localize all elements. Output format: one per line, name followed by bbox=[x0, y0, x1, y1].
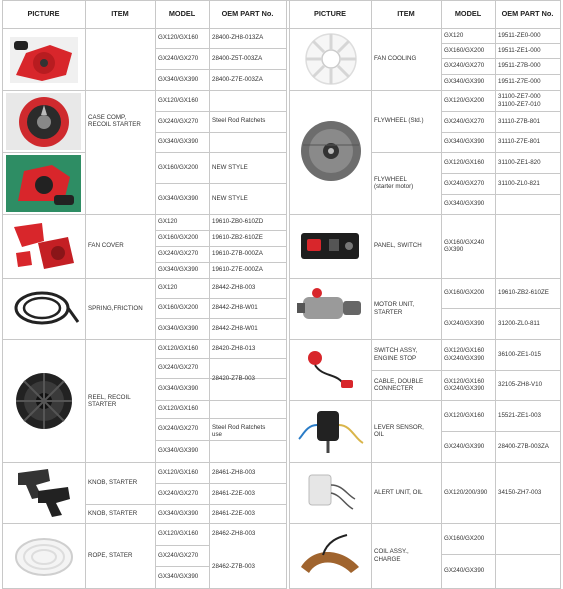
item-coil-assy-charge: COIL ASSY., CHARGE bbox=[374, 548, 409, 563]
model-cell: GX240/GX270 bbox=[158, 250, 199, 258]
model-cell: GX120 bbox=[444, 31, 464, 39]
item-fan-cover: FAN COVER bbox=[88, 242, 124, 250]
header-oem-right: OEM PART No. bbox=[501, 8, 554, 18]
part-cell: 28400-ZH8-013ZA bbox=[212, 34, 264, 42]
part-cell: 19610-ZB2-610ZE bbox=[498, 289, 549, 297]
header-picture-left: PICTURE bbox=[27, 8, 60, 18]
model-cell: GX120/GX200 bbox=[444, 96, 485, 104]
part-cell: 15521-ZE1-003 bbox=[498, 411, 541, 419]
item-case-comp-recoil-starter: CASE COMP, RECOIL STARTER bbox=[88, 113, 141, 128]
model-cell: GX120/GX160 bbox=[444, 411, 485, 419]
model-cell: GX340/GX390 bbox=[158, 447, 199, 455]
part-cell: 34150-ZH7-003 bbox=[498, 488, 542, 496]
item-switch-assy-engine-stop: SWITCH ASSY, ENGINE STOP bbox=[374, 347, 418, 362]
model-cell: GX240/GX390 bbox=[444, 442, 485, 450]
item-spring-friction: SPRING,FRICTION bbox=[88, 304, 143, 312]
part-cell: 31100-ZL0-821 bbox=[498, 179, 540, 187]
part-cell: 28420-ZH8-013 bbox=[212, 344, 256, 352]
part-cell: 28461-ZH8-003 bbox=[212, 468, 256, 476]
part-cell: 19610-Z7E-000ZA bbox=[212, 266, 263, 274]
model-cell: GX240/GX390 bbox=[444, 319, 485, 327]
part-cell: NEW STYLE bbox=[212, 163, 248, 171]
item-flywheel-starter-motor: FLYWHEEL (starter motor) bbox=[374, 175, 414, 190]
model-cell: GX120/GX160 GX240/GX390 bbox=[444, 377, 485, 392]
model-cell: GX120/200/390 bbox=[444, 488, 488, 496]
header-item-left: ITEM bbox=[111, 8, 129, 18]
part-cell: 19511-ZE1-000 bbox=[498, 46, 541, 54]
flywheel-icon bbox=[293, 93, 368, 211]
model-cell: GX340/GX390 bbox=[158, 573, 199, 581]
model-cell: GX340/GX390 bbox=[158, 266, 199, 274]
model-cell: GX340/GX390 bbox=[158, 509, 199, 517]
part-cell: 28442-ZH8-003 bbox=[212, 284, 256, 292]
model-cell: GX240/GX270 bbox=[444, 117, 485, 125]
part-cell: 28442-ZH8-W01 bbox=[212, 324, 258, 332]
item-panel-switch: PANEL, SWITCH bbox=[374, 242, 422, 250]
oil-sensor-icon bbox=[293, 403, 368, 459]
part-cell: 28420-Z7B-003 bbox=[212, 375, 255, 383]
model-cell: GX340/GX390 bbox=[444, 138, 485, 146]
item-knob-starter: KNOB, STARTER bbox=[88, 479, 138, 487]
header-model-right: MODEL bbox=[454, 8, 482, 18]
starter-knob-icon bbox=[8, 465, 80, 520]
part-cell: NEW STYLE bbox=[212, 194, 248, 202]
model-cell: GX120/GX160 bbox=[158, 405, 199, 413]
part-cell: 19610-Z7B-000ZA bbox=[212, 250, 263, 258]
item-fan-cooling: FAN COOLING bbox=[374, 55, 417, 63]
part-cell: 19610-ZB2-610ZE bbox=[212, 234, 263, 242]
model-cell: GX160/GX200 bbox=[158, 163, 199, 171]
model-cell: GX120 bbox=[158, 218, 178, 226]
part-cell: 31200-ZL0-811 bbox=[498, 319, 540, 327]
recoil-reel-icon bbox=[8, 343, 80, 459]
model-cell: GX120/GX160 GX240/GX390 bbox=[444, 347, 485, 362]
part-cell: Steel Rod Ratchets bbox=[212, 117, 266, 125]
item-reel-recoil-starter: REEL, RECOIL STARTER bbox=[88, 393, 131, 408]
part-cell: 19610-ZB0-610ZD bbox=[212, 218, 264, 226]
model-cell: GX240/GX270 bbox=[158, 117, 199, 125]
model-cell: GX340/GX390 bbox=[444, 200, 485, 208]
part-cell: 19511-Z7B-000 bbox=[498, 62, 541, 70]
part-cell: 31100-ZE7-000 31100-ZE7-010 bbox=[498, 93, 541, 108]
model-cell: GX340/GX390 bbox=[158, 138, 199, 146]
item-cable-double-connecter: CABLE, DOUBLE CONNECTER bbox=[374, 377, 424, 392]
engine-stop-switch-icon bbox=[293, 342, 368, 397]
part-cell: 19511-Z7E-000 bbox=[498, 78, 541, 86]
model-cell: GX240/GX270 bbox=[444, 179, 485, 187]
model-cell: GX160/GX200 bbox=[444, 289, 485, 297]
model-cell: GX340/GX390 bbox=[158, 324, 199, 332]
part-cell: 28462-ZH8-003 bbox=[212, 530, 256, 538]
model-cell: GX160/GX200 bbox=[444, 534, 485, 542]
starter-rope-icon bbox=[8, 527, 80, 585]
part-cell: 28400-Z7E-003ZA bbox=[212, 75, 263, 83]
oil-alert-unit-icon bbox=[293, 465, 368, 520]
part-cell: 28461-Z2E-003 bbox=[212, 489, 255, 497]
model-cell: GX240/GX270 bbox=[158, 551, 199, 559]
part-cell: 36100-ZE1-015 bbox=[498, 350, 541, 358]
header-picture-right: PICTURE bbox=[313, 8, 347, 18]
model-cell: GX120/GX160 bbox=[158, 530, 199, 538]
item-lever-sensor-oil: LEVER SENSOR, OIL bbox=[374, 423, 424, 438]
part-cell: 28461-Z2E-003 bbox=[212, 509, 255, 517]
charge-coil-icon bbox=[293, 527, 368, 585]
cooling-fan-icon bbox=[293, 31, 368, 87]
header-oem-left: OEM PART No. bbox=[221, 8, 274, 18]
model-cell: GX340/GX390 bbox=[158, 385, 199, 393]
part-cell: 28400-Z5T-003ZA bbox=[212, 54, 263, 62]
model-cell: GX160/GX200 bbox=[158, 304, 199, 312]
model-cell: GX120 bbox=[158, 284, 178, 292]
recoil-starter-ratchet-icon bbox=[6, 93, 81, 150]
model-cell: GX120/GX160 bbox=[444, 158, 485, 166]
model-cell: GX120/GX160 bbox=[158, 34, 199, 42]
item-motor-unit-starter: MOTOR UNIT, STARTER bbox=[374, 301, 415, 316]
item-flywheel-std: FLYWHEEL (Std.) bbox=[374, 117, 424, 125]
fan-cover-icon bbox=[8, 217, 80, 275]
part-cell: 31110-Z7E-801 bbox=[498, 138, 541, 146]
model-cell: GX240/GX270 bbox=[158, 54, 199, 62]
part-cell: 31110-Z7B-801 bbox=[498, 117, 541, 125]
switch-panel-icon bbox=[293, 217, 368, 275]
model-cell: GX240/GX270 bbox=[444, 62, 485, 70]
recoil-starter-red-icon bbox=[6, 31, 81, 87]
model-cell: GX120/GX160 bbox=[158, 468, 199, 476]
item-knob-starter-2: KNOB, STARTER bbox=[88, 509, 138, 517]
model-cell: GX240/GX270 bbox=[158, 364, 199, 372]
model-cell: GX160/GX240 GX390 bbox=[444, 238, 485, 253]
part-cell: 19511-ZE0-000 bbox=[498, 31, 541, 39]
model-cell: GX120/GX160 bbox=[158, 344, 199, 352]
starter-motor-icon bbox=[293, 281, 368, 336]
part-cell: 28462-Z7B-003 bbox=[212, 562, 255, 570]
part-cell: 31100-ZE1-820 bbox=[498, 158, 541, 166]
friction-spring-icon bbox=[8, 282, 80, 336]
model-cell: GX340/GX390 bbox=[158, 75, 199, 83]
part-cell: Steel Rod Ratchets use bbox=[212, 423, 266, 438]
model-cell: GX340/GX390 bbox=[158, 194, 199, 202]
model-cell: GX240/GX270 bbox=[158, 425, 199, 433]
model-cell: GX340/GX390 bbox=[444, 78, 485, 86]
recoil-starter-green-icon bbox=[6, 155, 81, 212]
part-cell: 32105-ZH8-V10 bbox=[498, 381, 543, 389]
part-cell: 28442-ZH8-W01 bbox=[212, 304, 258, 312]
model-cell: GX120/GX160 bbox=[158, 96, 199, 104]
part-cell: 28400-Z7B-003ZA bbox=[498, 442, 549, 450]
model-cell: GX240/GX390 bbox=[444, 567, 485, 575]
model-cell: GX160/GX200 bbox=[158, 234, 199, 242]
header-model-left: MODEL bbox=[168, 8, 196, 18]
item-rope-starter: ROPE, STATER bbox=[88, 551, 133, 559]
header-item-right: ITEM bbox=[397, 8, 415, 18]
model-cell: GX240/GX270 bbox=[158, 489, 199, 497]
model-cell: GX160/GX200 bbox=[444, 46, 485, 54]
item-alert-unit-oil: ALERT UNIT, OIL bbox=[374, 488, 423, 496]
